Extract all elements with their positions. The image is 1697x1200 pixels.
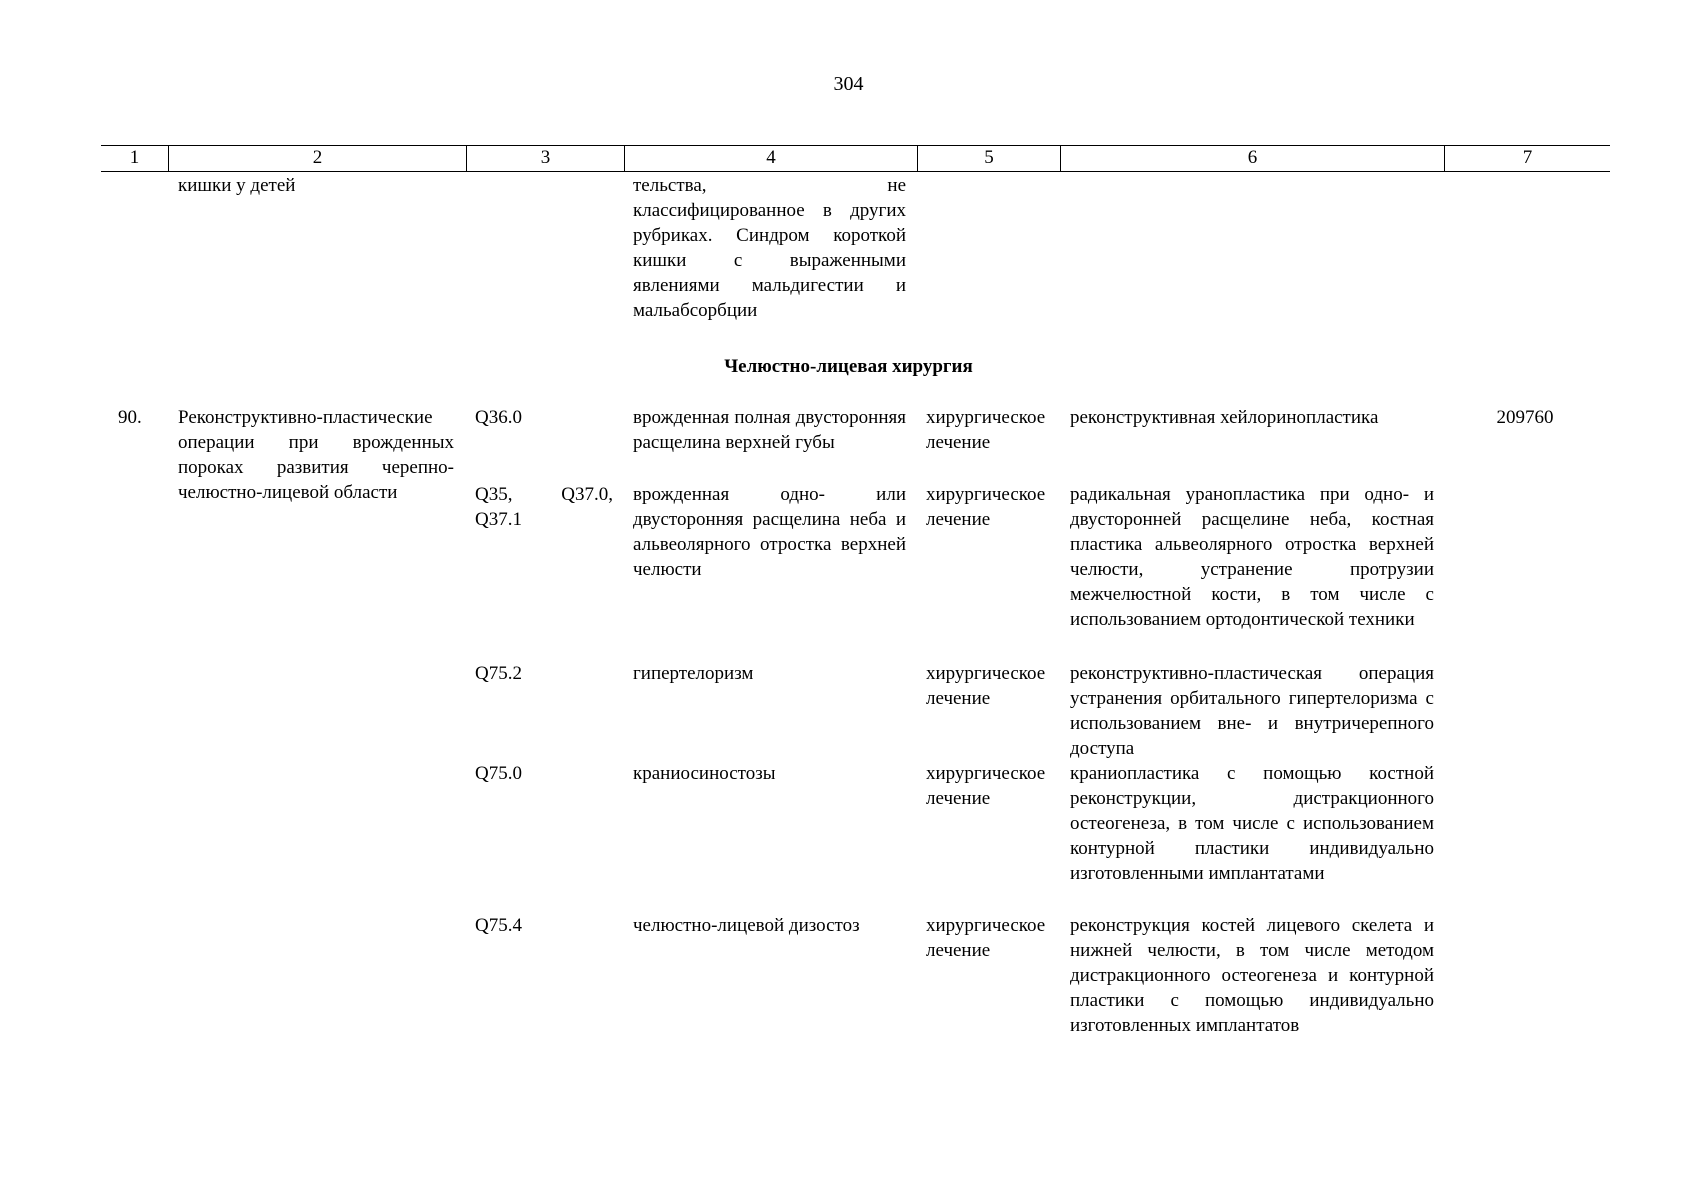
row-diagnosis: врожденная одно- или двусторонняя расщелина неба и альвеолярного отростка верхней челюсти xyxy=(633,484,906,580)
row-diagnosis: врожденная полная двусторонняя расщелина верхней губы xyxy=(633,407,906,453)
row-code-part: Q37.0, xyxy=(561,484,613,505)
row-treatment: хирургическое лечение xyxy=(926,407,1046,453)
row-treatment: хирургическое лечение xyxy=(926,484,1046,530)
column-header-6: 6 xyxy=(1060,146,1444,171)
row-diagnosis: гипертелоризм xyxy=(633,663,754,684)
column-header-1: 1 xyxy=(129,147,140,168)
section-title: Челюстно-лицевая хирургия xyxy=(724,356,973,377)
entry-name: Реконструктивно-пластические операции при врожденных пороках развития черепно-челюстно-лицевой области xyxy=(178,407,454,503)
row-code-part: Q37.1 xyxy=(475,509,522,530)
row-treatment: хирургическое лечение xyxy=(926,763,1046,809)
column-header-5: 5 xyxy=(917,146,1060,171)
table-header xyxy=(101,145,1610,172)
row-diagnosis: краниосиностозы xyxy=(633,763,776,784)
row-diagnosis: челюстно-лицевой дизостоз xyxy=(633,915,860,936)
entry-price: 209760 xyxy=(1496,407,1554,428)
column-header-3: 3 xyxy=(466,146,624,171)
row-method: реконструкция костей лицевого скелета и нижней челюсти, в том числе методом дистракционного остеогенеза и контурной пластики с помощью индивидуально изготовленных имплантатов xyxy=(1070,915,1434,1036)
row-code: Q75.2 xyxy=(475,663,522,684)
row-method: реконструктивная хейлоринопластика xyxy=(1070,407,1379,428)
row-code: Q75.0 xyxy=(475,763,522,784)
column-header-4: 4 xyxy=(624,146,917,171)
row-method: радикальная уранопластика при одно- и двусторонней расщелине неба, костная пластика альвеолярного отростка верхней челюсти, устранение протрузии межчелюстной кости, в том числе с использованием ортодонтической техники xyxy=(1070,484,1434,630)
entry-number: 90. xyxy=(118,407,142,428)
row-code-part: Q35, xyxy=(475,484,513,505)
continuation-name: кишки у детей xyxy=(178,175,296,196)
page-number: 304 xyxy=(833,73,864,95)
row-code xyxy=(475,482,613,532)
row-method: краниопластика с помощью костной реконструкции, дистракционного остеогенеза, в том числе с использованием контурной пластики индивидуально изготовленными имплантатами xyxy=(1070,763,1434,884)
row-method: реконструктивно-пластическая операция устранения орбитального гипертелоризма с использованием вне- и внутричерепного доступа xyxy=(1070,663,1434,759)
row-code: Q36.0 xyxy=(475,407,522,428)
row-treatment: хирургическое лечение xyxy=(926,663,1046,709)
column-header-7: 7 xyxy=(1444,146,1610,171)
continuation-diagnosis: тельства, не классифицированное в других рубриках. Синдром короткой кишки с выраженными явлениями мальдигестии и мальабсорбции xyxy=(633,175,906,321)
row-code: Q75.4 xyxy=(475,915,522,936)
column-header-2: 2 xyxy=(168,146,466,171)
row-treatment: хирургическое лечение xyxy=(926,915,1046,961)
